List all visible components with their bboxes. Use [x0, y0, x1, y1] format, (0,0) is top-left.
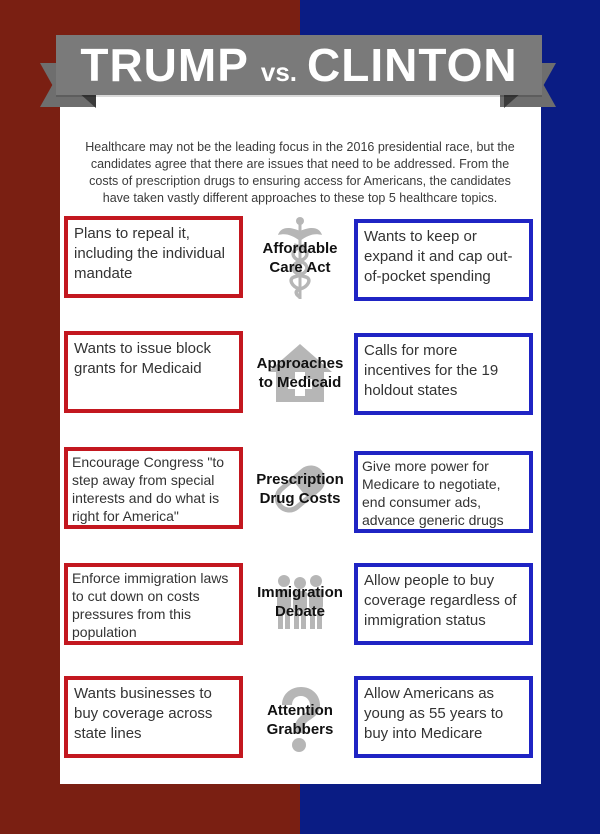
- clinton-position-medicaid: Calls for more incentives for the 19 holdout states: [354, 333, 533, 415]
- topic-label-drug-costs: Prescription Drug Costs: [256, 471, 344, 507]
- topic-immigration-debate: [250, 557, 350, 647]
- clinton-position-aca: Wants to keep or expand it and cap out-of-pocket spending: [354, 219, 533, 301]
- title-trump: TRUMP: [80, 39, 249, 91]
- topic-prescription-drug-costs: [250, 444, 350, 534]
- trump-position-attention-grabbers: Wants businesses to buy coverage across state lines: [64, 676, 243, 758]
- trump-position-medicaid: Wants to issue block grants for Medicaid: [64, 331, 243, 413]
- topic-label-aca: Affordable Care Act: [262, 240, 338, 276]
- topic-label-attention-grabbers: Attention Grabbers: [266, 702, 334, 738]
- title-banner: [56, 35, 542, 95]
- clinton-position-drug-costs: Give more power for Medicare to negotiate, end consumer ads, advance generic drugs: [354, 451, 533, 533]
- title-clinton: CLINTON: [307, 39, 518, 91]
- topic-approaches-to-medicaid: [250, 328, 350, 418]
- topic-attention-grabbers: [250, 675, 350, 765]
- clinton-position-immigration: Allow people to buy coverage regardless of immigration status: [354, 563, 533, 645]
- title-vs: vs.: [260, 57, 298, 87]
- topic-label-medicaid: Approaches to Medicaid: [256, 355, 344, 391]
- trump-position-aca: Plans to repeal it, including the individual mandate: [64, 216, 243, 298]
- trump-position-immigration: Enforce immigration laws to cut down on costs pressures from this population: [64, 563, 243, 645]
- page-title: [80, 38, 517, 92]
- clinton-position-attention-grabbers: Allow Americans as young as 55 years to buy into Medicare: [354, 676, 533, 758]
- trump-position-drug-costs: Encourage Congress "to step away from special interests and do what is right for America": [64, 447, 243, 529]
- topic-label-immigration: Immigration Debate: [257, 584, 343, 620]
- topic-affordable-care-act: [250, 213, 350, 303]
- intro-paragraph: Healthcare may not be the leading focus in the 2016 presidential race, but the candidates agree that there are issues that need to be addressed. From the costs of prescription drugs to ensuring access for Americans, the candidates have taken vastly different approaches to these top 5 healthcare topics.: [85, 139, 515, 205]
